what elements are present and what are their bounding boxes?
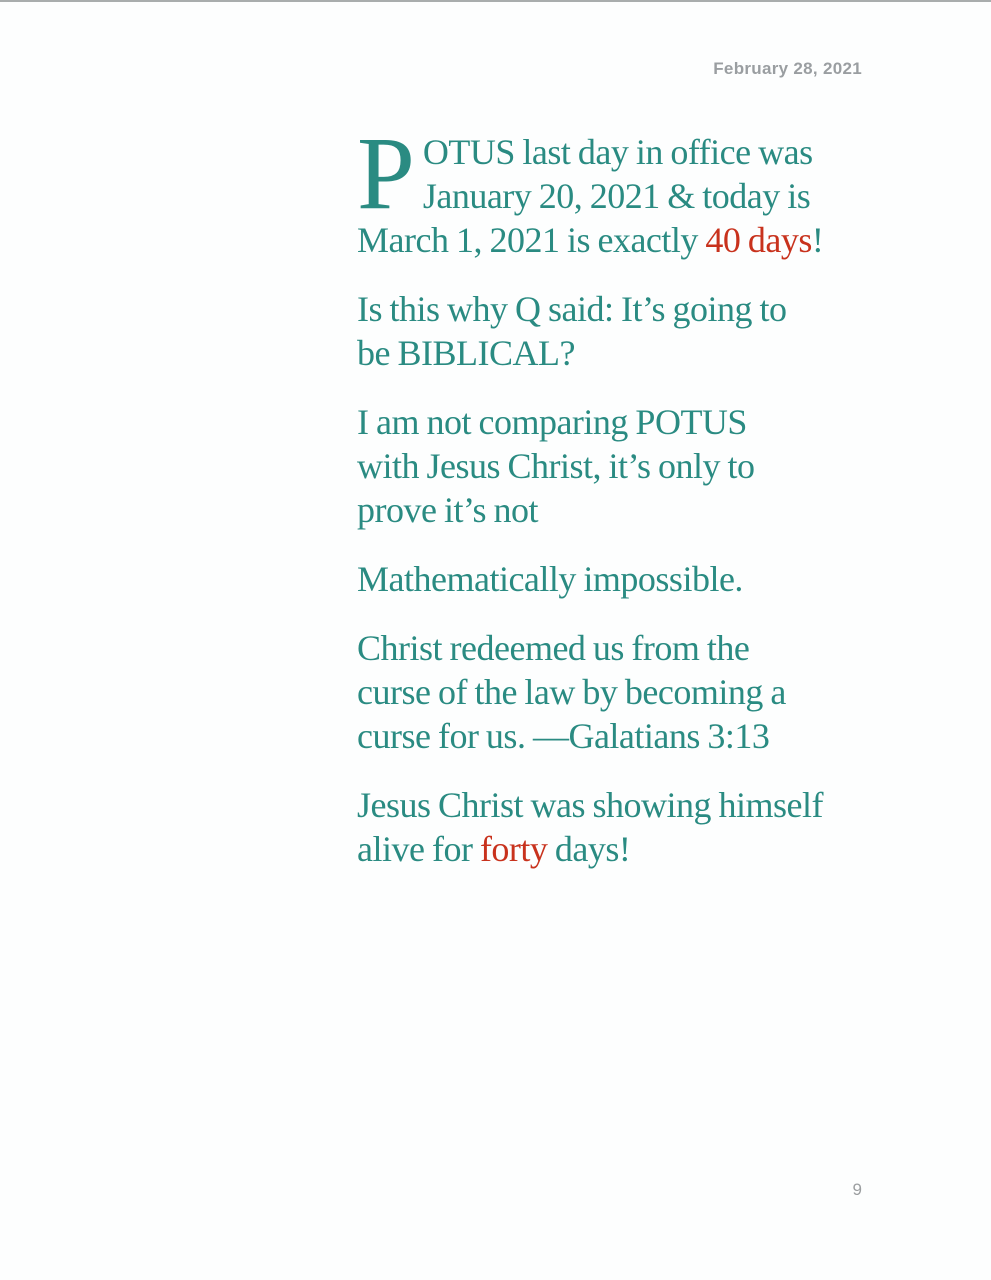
body-text: curse of the law by becoming a xyxy=(357,672,786,712)
text-line xyxy=(357,488,877,532)
page-content xyxy=(357,116,877,871)
text-line xyxy=(357,783,877,827)
body-text: ! xyxy=(811,220,824,260)
body-text: I am not comparing POTUS xyxy=(357,402,747,442)
highlight-red-text: 40 days xyxy=(705,220,812,260)
body-text: be BIBLICAL? xyxy=(357,333,575,373)
text-line xyxy=(357,331,877,375)
body-text: curse for us. —Galatians 3:13 xyxy=(357,716,770,756)
text-line xyxy=(357,218,877,262)
page-number: 9 xyxy=(852,1180,862,1199)
text-line xyxy=(357,400,877,444)
body-text: Is this why Q said: It’s going to xyxy=(357,289,787,329)
text-line xyxy=(357,130,877,174)
header-date: February 28, 2021 xyxy=(713,59,862,78)
paragraph xyxy=(357,116,877,262)
text-line xyxy=(357,174,877,218)
body-text: with Jesus Christ, it’s only to xyxy=(357,446,755,486)
body-text: alive for xyxy=(357,829,480,869)
text-line xyxy=(357,670,877,714)
page-top-divider xyxy=(0,0,991,2)
highlight-red-text: forty xyxy=(479,829,548,869)
body-text: days! xyxy=(547,829,631,869)
body-text: March 1, 2021 is exactly xyxy=(357,220,706,260)
text-line xyxy=(357,626,877,670)
body-text: January 20, 2021 & today is xyxy=(422,176,811,216)
body-text: prove it’s not xyxy=(357,490,538,530)
body-text: Christ redeemed us from the xyxy=(357,628,750,668)
text-block xyxy=(357,116,877,871)
paragraph xyxy=(357,626,877,758)
text-line xyxy=(357,827,877,871)
text-line xyxy=(357,557,877,601)
drop-cap: P xyxy=(357,116,415,231)
paragraph xyxy=(357,783,877,871)
text-line xyxy=(357,714,877,758)
body-text: Mathematically impossible. xyxy=(357,559,743,599)
body-text: OTUS last day in office was xyxy=(422,132,813,172)
text-line xyxy=(357,444,877,488)
text-line xyxy=(357,287,877,331)
paragraph xyxy=(357,287,877,375)
paragraph xyxy=(357,557,877,601)
body-text: Jesus Christ was showing himself xyxy=(357,785,823,825)
paragraph xyxy=(357,400,877,532)
